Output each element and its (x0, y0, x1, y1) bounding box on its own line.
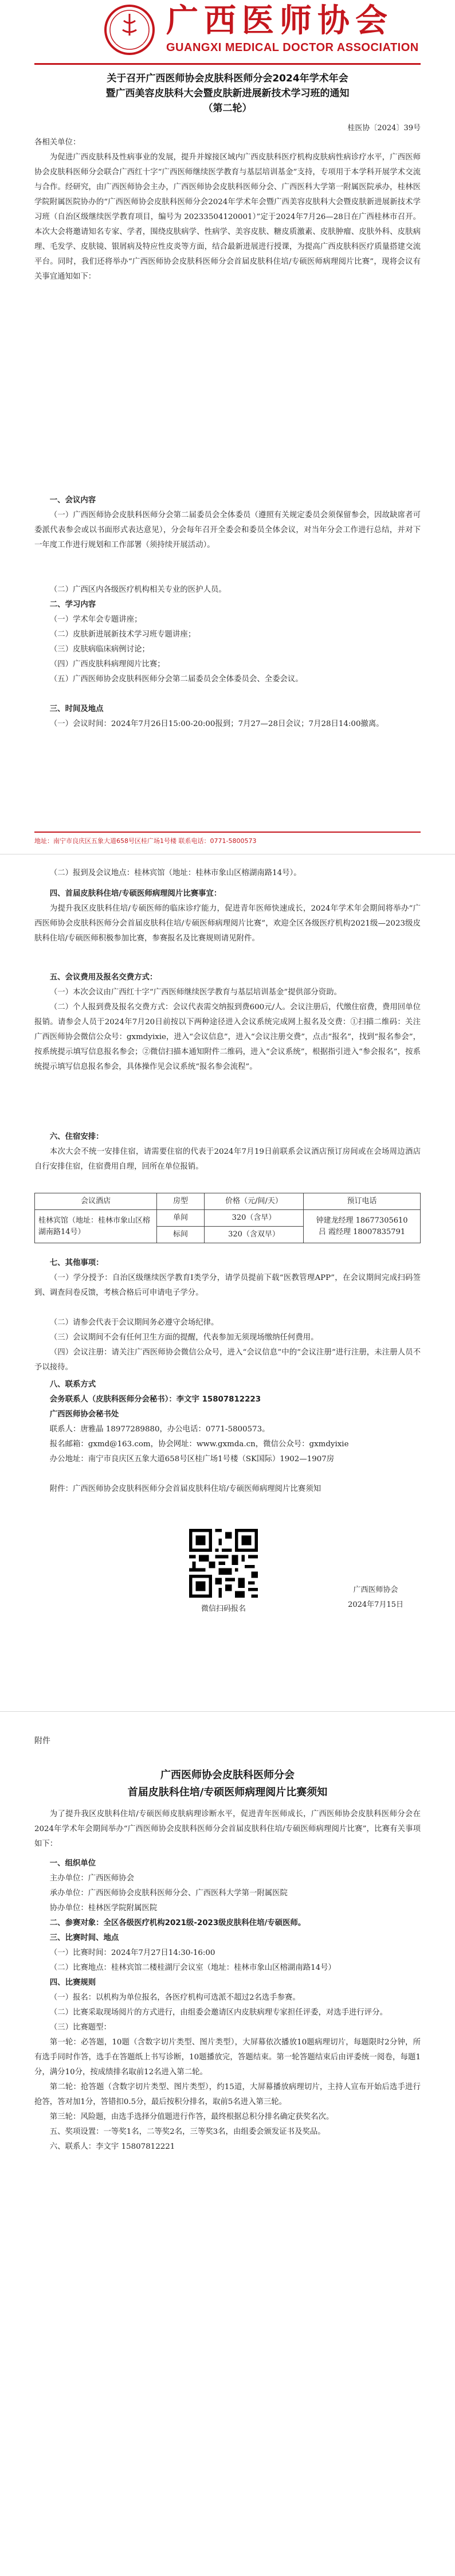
letterhead (0, 0, 455, 68)
org-name-cn: 广西医师协会 (166, 2, 393, 40)
annex-title-line: 首届皮肤科住培/专硕医师病理阅片比赛须知 (127, 1786, 328, 1798)
annex-list-item: 第二轮：抢答题（含数字切片类型、图片类型），约15道，大屏幕播放病理切片，主持人宣布开始后选手进行抢答，答对加1分，答错扣0.5分，最后按积分排名，取前5名进入第三轮。 (34, 2083, 421, 2106)
table-header-row (35, 1193, 421, 1210)
annex-list-item: （一）比赛时间：2024年7月27日14:30-16:00 (49, 1949, 215, 1957)
annex-list-item: （一）报名：以机构为单位报名，各医疗机构可选派不超过2名选手参赛。 (49, 1993, 300, 2002)
annex-label: 附件 (34, 1736, 50, 1746)
place-line: （二）报到及会议地点：桂林宾馆（地址：桂林市象山区榕湖南路14号）。 (49, 869, 301, 877)
list-item: （二）广西区内各级医疗机构相关专业的医护人员。 (49, 586, 226, 594)
registration-qr-code-icon[interactable] (189, 1529, 258, 1598)
annex-list-item: （二）比赛采取现场阅片的方式进行，由组委会邀请区内皮肤病理专家担任评委，对选手进行评分。 (49, 2008, 387, 2017)
doc-title-line: （第二轮） (203, 103, 252, 114)
room-type-cell: 标间 (157, 1227, 205, 1243)
room-price-cell: 320（含双早） (205, 1227, 304, 1243)
section-heading: 八、联系方式 (49, 1380, 96, 1389)
list-item: （四）会议注册：请关注广西医师协会微信公众号，进入“会议信息”中的“会议注册”进行注册，未注册人员不予以接待。 (34, 1348, 421, 1372)
section-heading: 三、时间及地点 (49, 705, 104, 713)
contact-line: 报名邮箱：gxmd@163.com，协会网址：www.gxmda.cn，微信公众号：gxmdyixie (49, 1440, 349, 1449)
salutation: 各相关单位： (34, 138, 81, 147)
annex-list-item: （三）比赛题型： (49, 2023, 111, 2032)
annex-list-item: 协办单位：桂林医学院附属医院 (49, 1904, 158, 1913)
annex-section-heading: 三、比赛时间、地点 (49, 1934, 119, 1942)
annex-title (34, 1767, 421, 1801)
annex-list-item: （二）比赛地点：桂林宾馆二楼桂湖厅会议室（地址：桂林市象山区榕湖南路14号） (49, 1964, 336, 1972)
list-item: （四）广西皮肤科病理阅片比赛； (49, 660, 165, 669)
annex-section-heading: 二、参赛对象：全区各级医疗机构2021级-2023级皮肤科住培/专硕医师。 (49, 1919, 306, 1927)
contact-line: 会务联系人（皮肤科医师分会秘书）：李文宇 15807812223 (49, 1395, 261, 1404)
hotel-table (34, 1193, 421, 1243)
room-price-cell: 320（含早） (205, 1210, 304, 1227)
association-logo-icon (103, 3, 156, 56)
time-line: （一）会议时间：2024年7月26日15:00-20:00报到；7月27—28日会议；7月28日14:00撤离。 (49, 720, 384, 728)
booking-phone-cell: 钟建龙经理 18677305610 吕 霞经理 18007835791 (304, 1210, 421, 1243)
list-item: （一）学术年会专题讲座； (49, 615, 142, 624)
section-heading: 五、会议费用及报名交费方式： (49, 973, 158, 982)
annex-list-item: 五、奖项设置：一等奖1名，二等奖2名，三等奖3名，由组委会颁发证书及奖品。 (49, 2128, 325, 2136)
doc-title-line: 关于召开广西医师协会皮肤科医师分会2024年学术年会 (107, 73, 348, 84)
attachment-line: 附件：广西医师协会皮肤科医师分会首届皮肤科住培/专硕医师病理阅片比赛须知 (49, 1485, 321, 1493)
section-heading: 一、会议内容 (49, 496, 96, 505)
contact-line: 办公地址：南宁市良庆区五象大道658号区桂广场1号楼（SK国际）1902—1907房 (49, 1455, 335, 1463)
table-header-cell: 价格（元/间/天） (205, 1193, 304, 1210)
section-body: （一）广西医师协会皮肤科医师分会第二届委员会全体委员（遵照有关规定委员会须保留参会，因故缺席者可委派代表参会或以书面形式表达意见），分会每年召开全委会和委员全体会议，对当年分会工作进行总结，并对下一年度工作进行规划和工作部署（须持续开展活动）。 (34, 511, 421, 549)
table-header-cell: 预订电话 (304, 1193, 421, 1210)
hotel-name-cell: 桂林宾馆（地址：桂林市象山区榕湖南路14号） (35, 1210, 157, 1243)
list-item: （五）广西医师协会皮肤科医师分会第二届委员会全体委员会、全委会议。 (49, 675, 303, 684)
section-body: 本次大会不统一安排住宿，请需要住宿的代表于2024年7月19日前联系会议酒店预订房间或在会场周边酒店自行安排住宿，住宿费用自理，回所在单位报销。 (34, 1148, 421, 1171)
intro-paragraph: 为促进广西皮肤科及性病事业的发展，提升并嫁接区域内广西皮肤科医疗机构皮肤病性病诊疗水平，广西医师协会皮肤科医师分会联合广西红十字“广西医师继续医学教育与基层培训基金”支持，专项用于本学科开展学术交流与合作。经研究，由广西医师协会主办，广西医师协会皮肤科医师分会、广西医科大学第一附属医院承办，桂林医学院附属医院协办的“广西医师协会皮肤科医师分会2024年学术年会暨广西美容皮肤科大会暨皮肤新进展新技术学习班（自治区级继续医学教育项目，编号为 20233504120001）”定于2024年7月26—28日在广西桂林市召开。本次大会将邀请知名专家、学者，围绕皮肤病学、性病学、美容皮肤、糖皮质激素、皮肤肿瘤、皮肤外科、皮肤病理、毛发学、皮肤镜、银屑病及特应性皮炎等方面，结合最新进展进行授课，为提高广西皮肤科医疗质量搭建交流平台。同时，我们还将举办“广西医师协会皮肤科医师分会首届皮肤科住培/专硕医师病理阅片比赛”，现将会议有关事宜通知如下： (34, 153, 421, 281)
annex-list-item: 第三轮：风险题，由选手选择分值题进行作答，最终根据总积分排名确定获奖名次。 (49, 2113, 334, 2121)
doc-title-line: 暨广西美容皮肤科大会暨皮肤新进展新技术学习班的通知 (105, 88, 350, 99)
page-1 (0, 0, 455, 854)
footer-divider (34, 832, 421, 833)
annex-list (0, 1856, 455, 2155)
list-item: （一）本次会议由广西红十字“广西医师继续医学教育与基层培训基金”提供部分资助。 (49, 988, 342, 997)
section-body: 为提升我区皮肤科住培/专硕医师的临床诊疗能力，促进青年医师快速成长，2024年学术年会期间将举办“广西医师协会皮肤科医师分会首届皮肤科住培/专硕医师病理阅片比赛”，欢迎全区各级医疗机构2021级—2023级皮肤科住培/专硕医师积极参加比赛，参赛报名及比赛规则请见附件。 (34, 904, 421, 943)
table-header-cell: 会议酒店 (35, 1193, 157, 1210)
annex-list-item: 承办单位：广西医师协会皮肤科医师分会、广西医科大学第一附属医院 (49, 1889, 288, 1898)
table-header-cell: 房型 (157, 1193, 205, 1210)
list-item: （三）皮肤病临床病例讨论； (49, 645, 150, 654)
annex-list-item: 第一轮：必答题，10题（含数字切片类型、图片类型），大屏幕依次播放10题病理切片，每题限时2分钟，所有选手同时作答，选手在答题纸上书写诊断，10题播放完，答题结束。第一轮答题结束后由评委统一阅卷，每题1分，满分10分，按成绩排名取前12名进入第二轮。 (34, 2038, 421, 2077)
page-3-annex (0, 1712, 455, 2576)
annex-section-heading: 一、组织单位 (49, 1859, 96, 1868)
header-divider (34, 63, 421, 65)
footer-address: 地址：南宁市良庆区五象大道658号区桂广场1号楼 联系电话：0771-5800573 (34, 837, 257, 845)
contact-line: 联系人：唐雅晶 18977289880，办公电话：0771-5800573。 (49, 1425, 270, 1434)
contact-line: 广西医师协会秘书处 (49, 1410, 119, 1419)
annex-intro: 为了提升我区皮肤科住培/专硕医师皮肤病理诊断水平，促进青年医师成长，广西医师协会皮肤科医师分会在2024年学术年会期间举办“广西医师协会皮肤科医师分会首届皮肤科住培/专硕医师病理阅片比赛”，比赛有关事项如下： (34, 1810, 421, 1848)
table-row (35, 1210, 421, 1227)
annex-list-item: 主办单位：广西医师协会 (49, 1874, 135, 1883)
qr-caption: 微信扫码报名 (201, 1605, 246, 1613)
page-2 (0, 854, 455, 1712)
list-item: （二）个人报到费及报名交费方式：会议代表需交纳报到费600元/人。会议注册后，代缴住宿费，费用回单位报销。请参会人员于2024年7月20日前按以下两种途径进入会议系统完成网上报名及交费：①扫描二维码：关注广西医师协会微信公众号：gxmdyixie，进入“会议信息”，进入“会议注册交费”，点击“报名”，找到“报名参会”，按系统提示填写信息报名参会；②微信扫描本通知附件二维码，进入“会议系统”，根据指引进入“参会报名”，按系统提示填写信息报名参会，具体操作见会议系统“报名参会流程”。 (34, 1003, 421, 1071)
list-item: （三）会议期间不会有任何卫生方面的提醒，代表参加无须现场缴纳任何费用。 (49, 1333, 319, 1342)
list-item: （二）皮肤新进展新技术学习班专题讲座； (49, 630, 196, 639)
signature-org: 广西医师协会 (353, 1586, 398, 1594)
section-heading: 六、住宿安排： (49, 1133, 104, 1141)
list-item: （一）学分授予：自治区级继续医学教育Ⅰ类学分，请学员提前下载“医教管理APP”，在会议期间完成扫码签到、调查问卷反馈，考核合格后可申请电子学分。 (34, 1274, 421, 1297)
org-name-en: GUANGXI MEDICAL DOCTOR ASSOCIATION (166, 41, 419, 54)
annex-title-line: 广西医师协会皮肤科医师分会 (160, 1769, 295, 1781)
list-item: （二）请参会代表于会议期间务必遵守会场纪律。 (49, 1318, 219, 1327)
section-heading: 二、学习内容 (49, 600, 96, 609)
signature-date: 2024年7月15日 (348, 1601, 403, 1609)
section-heading: 七、其他事项： (49, 1259, 104, 1267)
section-heading: 四、首届皮肤科住培/专硕医师病理阅片比赛事宜： (49, 889, 222, 898)
room-type-cell: 单间 (157, 1210, 205, 1227)
annex-section-heading: 四、比赛规则 (49, 1978, 96, 1987)
annex-list-item: 六、联系人：李文宇 15807812221 (49, 2142, 175, 2151)
signature-block (348, 1583, 403, 1613)
doc-number: 桂医协〔2024〕39号 (347, 124, 421, 132)
doc-title (34, 71, 421, 116)
